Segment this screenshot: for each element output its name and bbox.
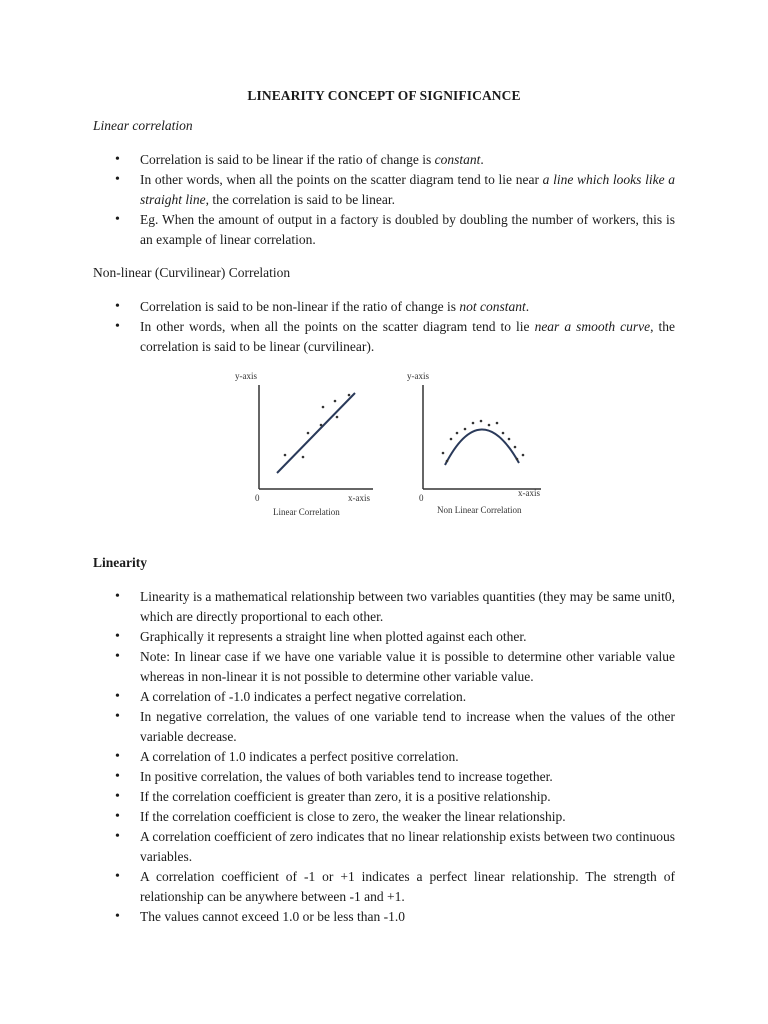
non-linear-correlation-diagram: [407, 371, 541, 515]
document-title: LINEARITY CONCEPT OF SIGNIFICANCE: [247, 88, 521, 103]
left-caption: Linear Correlation: [273, 507, 340, 517]
left-x-axis-label: x-axis: [348, 493, 370, 503]
scatter-point: [320, 424, 323, 427]
scatter-point: [348, 394, 351, 397]
list-item: • A correlation of -1.0 indicates a perfect negative correlation.: [93, 687, 675, 707]
list-item: • In other words, when all the points on the scatter diagram tend to lie near a line which looks like a straight line, the correlation is said to be linear.: [93, 170, 675, 210]
scatter-point: [516, 458, 519, 461]
scatter-point: [446, 460, 449, 463]
scatter-point: [502, 432, 505, 435]
left-origin-label: 0: [255, 493, 260, 503]
correlation-figure: [93, 367, 675, 537]
section-heading-linearity: Linearity: [93, 555, 147, 570]
right-origin-label: 0: [419, 493, 424, 503]
list-item: • Correlation is said to be non-linear if the ratio of change is not constant.: [93, 297, 675, 317]
section-heading-linear-correlation: Linear correlation: [93, 118, 193, 133]
list-item: • The values cannot exceed 1.0 or be less than -1.0: [93, 907, 675, 927]
scatter-point: [284, 454, 287, 457]
linear-scatter-points: [284, 394, 351, 459]
curvilinear-scatter-points: [442, 420, 525, 463]
scatter-point: [322, 406, 325, 409]
list-item: • A correlation coefficient of -1 or +1 indicates a perfect linear relationship. The strength of relationship can be anywhere between -1 and +1.: [93, 867, 675, 907]
scatter-point: [496, 422, 499, 425]
right-y-axis-label: y-axis: [407, 371, 429, 381]
list-item: • Linearity is a mathematical relationship between two variables quantities (they may be same unit0, which are directly proportional to each other.: [93, 587, 675, 627]
linear-trend-line: [277, 393, 355, 473]
list-item: • Eg. When the amount of output in a factory is doubled by doubling the number of workers, this is an example of linear correlation.: [93, 210, 675, 250]
scatter-point: [302, 456, 305, 459]
scatter-point: [307, 432, 310, 435]
scatter-point: [450, 438, 453, 441]
list-item: • In negative correlation, the values of one variable tend to increase when the values of the other variable decrease.: [93, 707, 675, 747]
linearity-list: [93, 587, 675, 927]
scatter-point: [480, 420, 483, 423]
list-item: • A correlation of 1.0 indicates a perfect positive correlation.: [93, 747, 675, 767]
left-y-axis-label: y-axis: [235, 371, 257, 381]
correlation-diagrams: [223, 367, 553, 527]
list-item: • In positive correlation, the values of both variables tend to increase together.: [93, 767, 675, 787]
linear-correlation-list: [93, 150, 675, 250]
scatter-point: [442, 452, 445, 455]
linear-correlation-diagram: [235, 371, 373, 517]
list-item: • Graphically it represents a straight line when plotted against each other.: [93, 627, 675, 647]
scatter-point: [514, 446, 517, 449]
list-item: • Note: In linear case if we have one variable value it is possible to determine other variable value whereas in non-linear it is not possible to determine other variable value.: [93, 647, 675, 687]
list-item: • A correlation coefficient of zero indicates that no linear relationship exists between two continuous variables.: [93, 827, 675, 867]
non-linear-correlation-list: [93, 297, 675, 357]
list-item: • In other words, when all the points on the scatter diagram tend to lie near a smooth curve, the correlation is said to be linear (curvilinear).: [93, 317, 675, 357]
scatter-point: [508, 438, 511, 441]
scatter-point: [456, 432, 459, 435]
right-caption: Non Linear Correlation: [437, 505, 522, 515]
list-item: • Correlation is said to be linear if the ratio of change is constant.: [93, 150, 675, 170]
scatter-point: [334, 400, 337, 403]
section-heading-non-linear-correlation: Non-linear (Curvilinear) Correlation: [93, 265, 291, 280]
scatter-point: [488, 424, 491, 427]
list-item: • If the correlation coefficient is close to zero, the weaker the linear relationship.: [93, 807, 675, 827]
document-page: [93, 88, 675, 927]
scatter-point: [472, 422, 475, 425]
scatter-point: [522, 454, 525, 457]
right-x-axis-label: x-axis: [518, 488, 540, 498]
curvilinear-trend-curve: [445, 429, 519, 465]
list-item: • If the correlation coefficient is greater than zero, it is a positive relationship.: [93, 787, 675, 807]
scatter-point: [464, 428, 467, 431]
scatter-point: [336, 416, 339, 419]
